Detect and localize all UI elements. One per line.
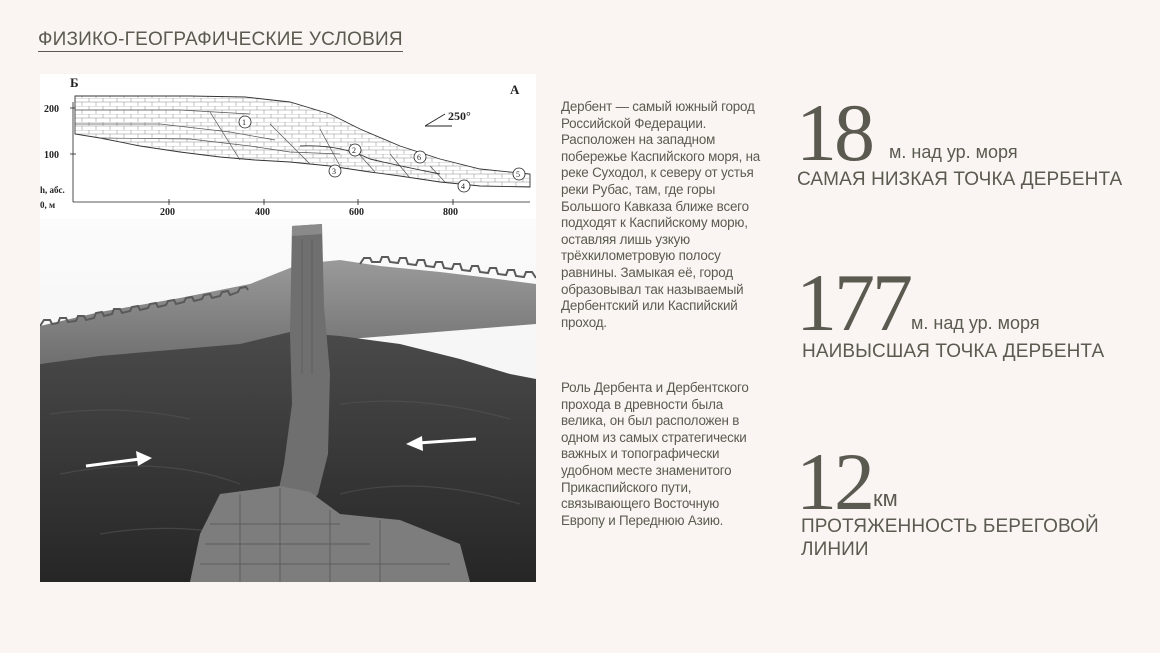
layer-4: 4 bbox=[461, 182, 465, 191]
x-tick-800: 800 bbox=[443, 207, 458, 218]
x-tick-400: 400 bbox=[255, 207, 270, 218]
stat-coast-caption bbox=[801, 515, 1099, 561]
stat-lowest-unit: м. над ур. моря bbox=[889, 142, 1018, 162]
layer-3: 3 bbox=[332, 167, 336, 176]
page-title: ФИЗИКО-ГЕОГРАФИЧЕСКИЕ УСЛОВИЯ bbox=[38, 29, 403, 50]
layer-5: 5 bbox=[516, 170, 520, 179]
geologic-profile bbox=[40, 75, 530, 218]
profile-label-right: А bbox=[510, 82, 520, 97]
x-tick-200: 200 bbox=[160, 207, 175, 218]
bearing-label: 250° bbox=[448, 109, 471, 123]
y-axis-label: h, абс. bbox=[40, 185, 65, 195]
stat-highest-unit: м. над ур. моря bbox=[911, 313, 1040, 333]
stat-highest-value: 177 bbox=[796, 257, 910, 348]
y-tick-200: 200 bbox=[44, 104, 59, 115]
stat-coast-caption-line2: ЛИНИИ bbox=[801, 539, 869, 560]
x-tick-600: 600 bbox=[349, 207, 364, 218]
layer-6: 6 bbox=[417, 153, 421, 162]
stat-coast-caption-line1: ПРОТЯЖЕННОСТЬ БЕРЕГОВОЙ bbox=[801, 516, 1099, 537]
paragraph-history: Роль Дербента и Дербентского прохода в древности была велика, он был расположен в одном из самых стратегически важных и топографически удобном месте знаменитого Прикаспийского пути, связывающего Восточную Европу и Переднюю Азию. bbox=[561, 380, 749, 528]
layer-2: 2 bbox=[352, 146, 356, 155]
y-tick-100: 100 bbox=[44, 150, 59, 161]
paragraph-intro: Дербент — самый южный город Российской Федерации. Расположен на западном побережье Каспийского моря, на реке Суходол, к северу от устья реки Рубас, там, где горы Большого Кавказа ближе всего подходят к Каспийскому морю, оставляя лишь узкую трёхкилометровую полосу равнины. Замыкая её, город образовывал так называемый Дербентский или Каспийский проход. bbox=[561, 99, 761, 330]
profile-label-left: Б bbox=[70, 75, 79, 90]
stat-coast-value: 12 bbox=[796, 436, 872, 527]
layer-1: 1 bbox=[242, 118, 246, 127]
fortress-photo bbox=[40, 219, 536, 582]
figure-svg bbox=[40, 74, 536, 582]
fortress-figure bbox=[40, 74, 536, 582]
stat-lowest-caption: САМАЯ НИЗКАЯ ТОЧКА ДЕРБЕНТА bbox=[797, 169, 1123, 190]
stat-highest-caption: НАИВЫСШАЯ ТОЧКА ДЕРБЕНТА bbox=[802, 341, 1105, 362]
stat-lowest-value: 18 bbox=[796, 87, 872, 178]
bearing-arrow bbox=[425, 114, 445, 126]
stat-coast-unit: км bbox=[873, 486, 898, 511]
y-axis-label-2: 0, м bbox=[40, 200, 56, 210]
